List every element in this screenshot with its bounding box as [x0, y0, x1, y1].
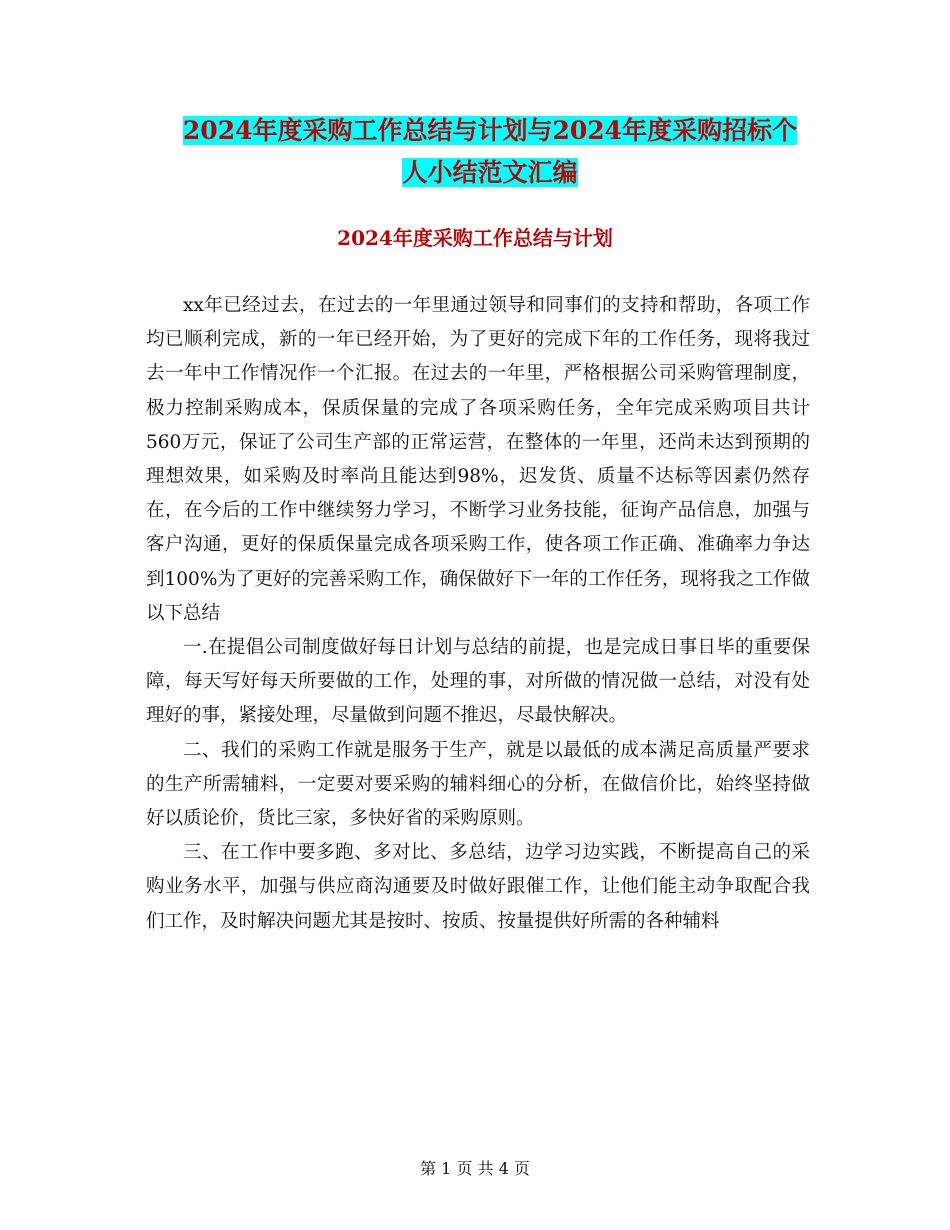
document-body [146, 289, 810, 939]
paragraph-point-2: 二、我们的采购工作就是服务于生产，就是以最低的成本满足高质量严要求的生产所需辅料，一定要对要采购的辅料细心的分析，在做信价比，始终坚持做好以质论价，货比三家，多快好省的采购原则。 [146, 739, 810, 830]
document-title-text-1: 2024年度采购工作总结与计划与2024年度采购招标个 [182, 116, 798, 145]
document-title-line-1 [140, 114, 840, 148]
paragraph-intro: xx年已经过去，在过去的一年里通过领导和同事们的支持和帮助，各项工作均已顺利完成，新的一年已经开始，为了更好的完成下年的工作任务，现将我过去一年中工作情况作一个汇报。在过去的一年里，严格根据公司采购管理制度，极力控制采购成本，保质保量的完成了各项采购任务，全年完成采购项目共计560万元，保证了公司生产部的正常运营，在整体的一年里，还尚未达到预期的理想效果，如采购及时率尚且能达到98%，迟发货、质量不达标等因素仍然存在，在今后的工作中继续努力学习，不断学习业务技能，征询产品信息，加强与客户沟通，更好的保质保量完成各项采购工作，使各项工作正确、准确率力争达到100%为了更好的完善采购工作，确保做好下一年的工作任务，现将我之工作做以下总结 [146, 295, 810, 624]
document-title-line-2 [140, 156, 840, 190]
page-footer: 第 1 页 共 4 页 [420, 1159, 530, 1178]
paragraph-point-3: 三、在工作中要多跑、多对比、多总结，边学习边实践，不断提高自己的采购业务水平，加强与供应商沟通要及时做好跟催工作，让他们能主动争取配合我们工作，及时解决问题尤其是按时、按质、按量提供好所需的各种辅料 [146, 842, 810, 932]
document-title-text-2: 人小结范文汇编 [402, 158, 578, 187]
paragraph-point-1: 一.在提倡公司制度做好每日计划与总结的前提，也是完成日事日毕的重要保障，每天写好每天所要做的工作，处理的事，对所做的情况做一总结，对没有处理好的事，紧接处理，尽量做到问题不推迟，尽最快解决。 [146, 637, 810, 727]
section-heading: 2024年度采购工作总结与计划 [337, 226, 613, 250]
